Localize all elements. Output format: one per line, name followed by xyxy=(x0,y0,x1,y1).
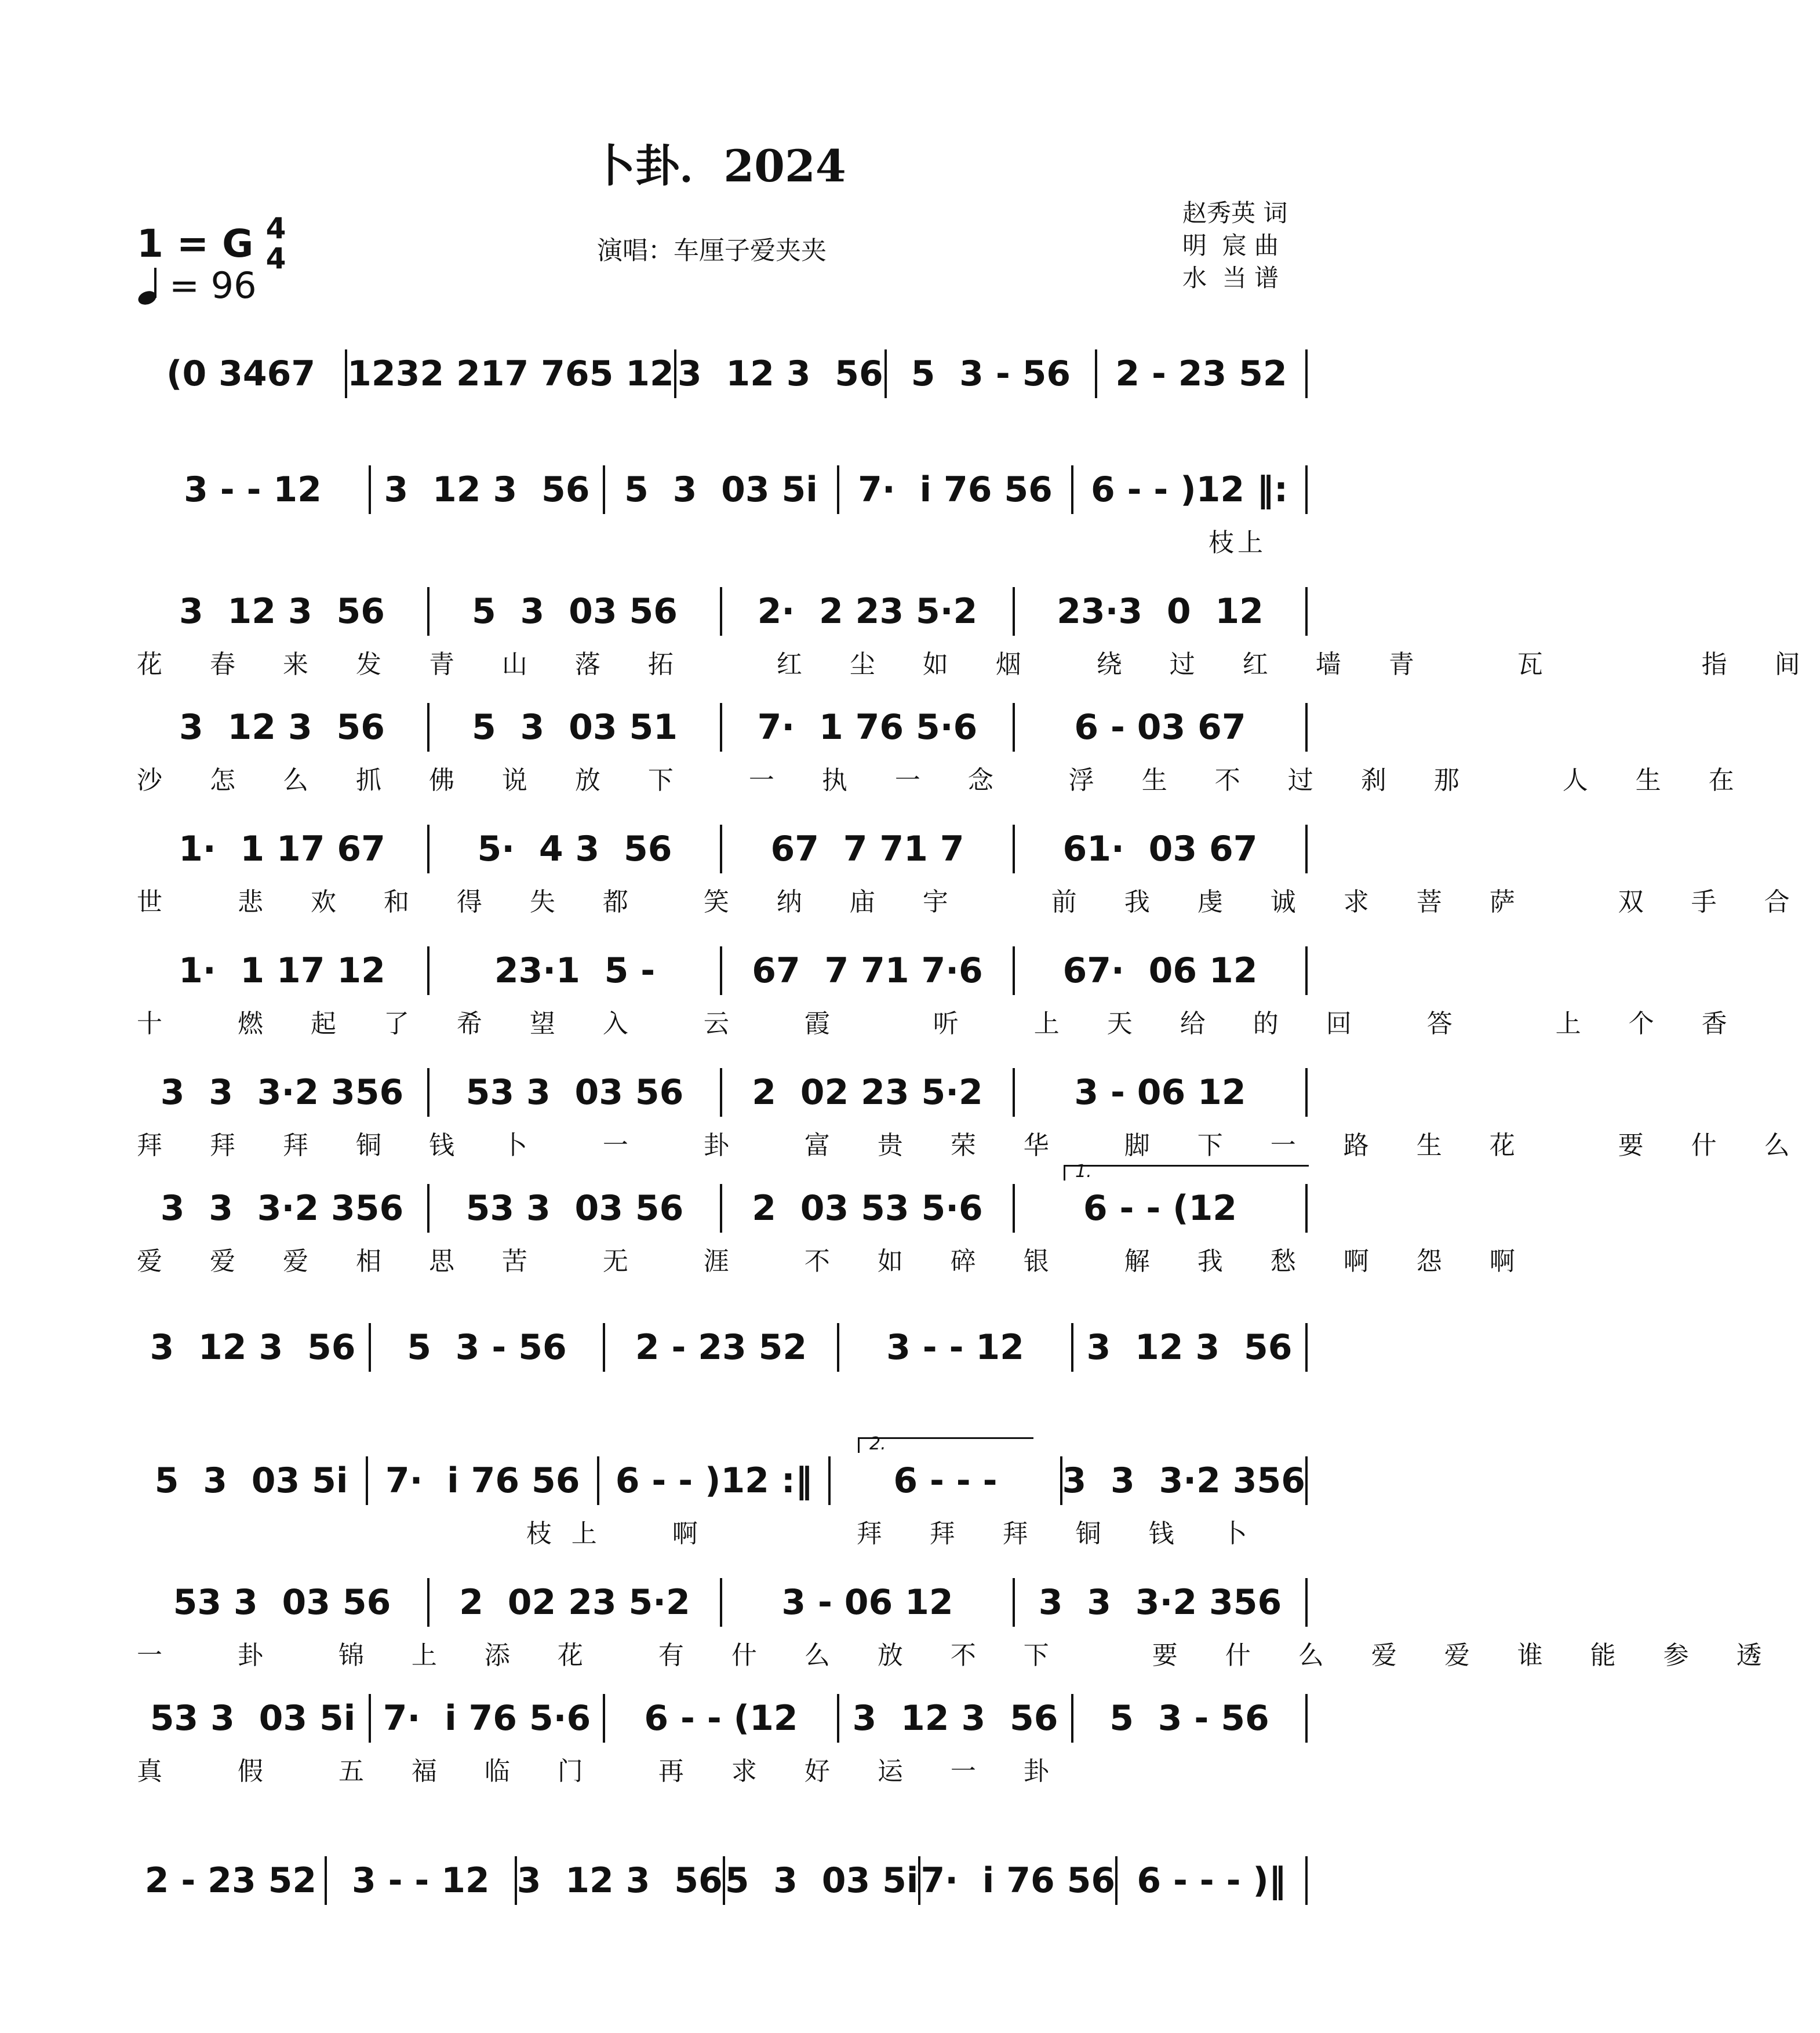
barline xyxy=(1305,349,1308,398)
measure: 3 3 3·2 356 xyxy=(160,1072,404,1113)
barline xyxy=(1305,1068,1308,1117)
measure: 67 7 71 7·6 xyxy=(752,950,983,991)
measure: 67 7 71 7 xyxy=(770,829,964,869)
staff-row xyxy=(137,1855,1308,1907)
ending-label: 2. xyxy=(869,1434,886,1454)
measure: 5· 4 3 56 xyxy=(477,829,672,869)
measure: 2· 2 23 5·2 xyxy=(757,591,978,632)
measure: 3 12 3 56 xyxy=(516,1860,723,1901)
measure: 7· 1 76 5·6 xyxy=(757,707,978,748)
barline xyxy=(1305,703,1308,752)
transcriber-credit: 水 当 谱 xyxy=(1182,264,1279,292)
measure: 3 3 3·2 356 xyxy=(1038,1582,1282,1623)
measure: 7· i 76 56 xyxy=(920,1860,1116,1901)
measure: 6 - 03 67 xyxy=(1074,707,1246,748)
staff-row xyxy=(137,1455,1308,1507)
measure-line xyxy=(137,1855,1308,1907)
staff-row xyxy=(137,701,1308,753)
meter-top: 4 xyxy=(265,212,286,245)
lyric-line: 世 悲 欢 和 得 失 都 笑 纳 庙 宇 前 我 虔 诚 求 菩 萨 双 手 合 xyxy=(137,887,1810,917)
barline xyxy=(1305,1694,1308,1743)
measure: 53 3 03 56 xyxy=(173,1582,391,1623)
ending-label: 1. xyxy=(1075,1161,1092,1182)
measure: 3 12 3 56 xyxy=(179,707,385,748)
tempo-value: = 96 xyxy=(169,264,257,307)
measure: 3 - - 12 xyxy=(184,469,322,510)
measure: 67· 06 12 xyxy=(1062,950,1258,991)
measure: 6 - - )12 ‖: xyxy=(1090,469,1288,510)
measure: 6 - - - )‖ xyxy=(1137,1860,1286,1901)
measure: 3 - 06 12 xyxy=(1074,1072,1246,1113)
measure-line xyxy=(137,464,1308,516)
measure: 3 - 06 12 xyxy=(781,1582,953,1623)
measure-line xyxy=(137,1455,1308,1507)
measure-line xyxy=(137,1066,1308,1118)
lyric-line: 拜 拜 拜 铜 钱 卜 一 卦 富 贵 荣 华 脚 下 一 路 生 花 要 什 么 xyxy=(137,1131,1810,1160)
measure-line xyxy=(137,1321,1308,1373)
composer-credit: 明 宸 曲 xyxy=(1182,231,1279,260)
measure: 6 - - (12 xyxy=(1083,1188,1237,1229)
barline xyxy=(1305,1184,1308,1233)
measure: 3 - - 12 xyxy=(351,1860,490,1901)
tempo-marking xyxy=(134,264,257,307)
measure: 23·1 5 - xyxy=(494,950,656,991)
barline xyxy=(1305,825,1308,873)
measure-line xyxy=(137,701,1308,753)
barline xyxy=(1305,465,1308,514)
barline xyxy=(1305,587,1308,636)
key-signature: 1 = G xyxy=(137,221,254,266)
measure: 53 3 03 56 xyxy=(465,1188,684,1229)
quarter-note-icon xyxy=(134,265,169,306)
measure: 53 3 03 5i xyxy=(150,1698,356,1739)
measure-line xyxy=(137,1182,1308,1234)
meter-bottom: 4 xyxy=(265,242,286,275)
measure-line xyxy=(137,945,1308,997)
measure: 3 3 3·2 356 xyxy=(160,1188,404,1229)
measure: 23·3 0 12 xyxy=(1057,591,1264,632)
staff-row xyxy=(137,464,1308,516)
lyric-line: 花 春 来 发 青 山 落 拓 红 尘 如 烟 绕 过 红 墙 青 瓦 指 间 xyxy=(137,650,1820,679)
measure-line xyxy=(137,823,1308,875)
measure: 3 3 3·2 356 xyxy=(1062,1460,1305,1501)
measure: 5 3 - 56 xyxy=(1109,1698,1269,1739)
measure: 5 3 03 51 xyxy=(472,707,678,748)
measure: 5 3 03 5i xyxy=(624,469,818,510)
measure: 7· i 76 56 xyxy=(385,1460,580,1501)
lyric-line: 枝上 啊 拜 拜 拜 铜 钱 卜 xyxy=(137,1519,1267,1549)
measure: (0 3467 xyxy=(166,354,316,394)
singer-credit: 演唱：车厘子爱夹夹 xyxy=(597,236,827,265)
measure: 7· i 76 5·6 xyxy=(383,1698,591,1739)
lyric-line: 一 卦 锦 上 添 花 有 什 么 放 不 下 要 什 么 爱 爱 谁 能 参 透 xyxy=(137,1641,1782,1670)
measure: 5 3 - 56 xyxy=(911,354,1071,394)
measure: 2 - 23 52 xyxy=(635,1327,807,1368)
staff-row xyxy=(137,945,1308,997)
measure: 6 - - - xyxy=(893,1460,998,1501)
measure: 3 12 3 56 xyxy=(150,1327,356,1368)
measure: 5 3 - 56 xyxy=(407,1327,567,1368)
measure: 3 - - 12 xyxy=(886,1327,1024,1368)
staff-row xyxy=(137,1692,1308,1744)
measure: 3 12 3 56 xyxy=(677,354,883,394)
ending-bracket xyxy=(1064,1165,1309,1181)
staff-row xyxy=(137,348,1308,400)
measure: 3 12 3 56 xyxy=(384,469,590,510)
staff-row xyxy=(137,1182,1308,1234)
measure: 2 - 23 52 xyxy=(1115,354,1287,394)
measure-line xyxy=(137,348,1308,400)
measure: 2 02 23 5·2 xyxy=(459,1582,690,1623)
measure: 5 3 03 5i xyxy=(154,1460,348,1501)
measure: 6 - - )12 :‖ xyxy=(615,1460,813,1501)
lyric-line: 十 燃 起 了 希 望 入 云 霞 听 上 天 给 的 回 答 上 个 香 xyxy=(137,1009,1747,1039)
lyric-line: 沙 怎 么 抓 佛 说 放 下 一 执 一 念 浮 生 不 过 刹 那 人 生 在 xyxy=(137,766,1754,795)
measure: 1· 1 17 67 xyxy=(179,829,385,869)
staff-row xyxy=(137,585,1308,637)
barline xyxy=(1305,946,1308,995)
measure: 1232 217 765 12 xyxy=(347,354,674,394)
measure: 61· 03 67 xyxy=(1062,829,1258,869)
barline xyxy=(1305,1578,1308,1627)
staff-row xyxy=(137,1321,1308,1373)
song-title: 卜卦．2024 xyxy=(591,140,846,192)
measure-line xyxy=(137,585,1308,637)
measure: 2 02 23 5·2 xyxy=(752,1072,983,1113)
measure: 3 12 3 56 xyxy=(1086,1327,1293,1368)
measure: 3 12 3 56 xyxy=(179,591,385,632)
staff-row xyxy=(137,823,1308,875)
credits xyxy=(1182,197,1287,294)
measure: 2 - 23 52 xyxy=(144,1860,317,1901)
measure: 3 12 3 56 xyxy=(852,1698,1058,1739)
measure-line xyxy=(137,1576,1308,1628)
measure: 6 - - (12 xyxy=(644,1698,798,1739)
measure-line xyxy=(137,1692,1308,1744)
measure: 7· i 76 56 xyxy=(858,469,1053,510)
barline xyxy=(1305,1456,1308,1505)
measure: 53 3 03 56 xyxy=(465,1072,684,1113)
staff-row xyxy=(137,1066,1308,1118)
barline xyxy=(1305,1856,1308,1905)
lyric-line: 枝上 xyxy=(1209,528,1266,558)
lyric-line: 爱 爱 爱 相 思 苦 无 涯 不 如 碎 银 解 我 愁 啊 怨 啊 xyxy=(137,1247,1535,1276)
measure: 1· 1 17 12 xyxy=(179,950,385,991)
measure: 5 3 03 5i xyxy=(725,1860,919,1901)
measure: 2 03 53 5·6 xyxy=(752,1188,983,1229)
staff-row xyxy=(137,1576,1308,1628)
lyric-line: 真 假 五 福 临 门 再 求 好 运 一 卦 xyxy=(137,1757,1069,1786)
barline xyxy=(1305,1323,1308,1372)
lyricist-credit: 赵秀英 词 xyxy=(1182,199,1288,227)
measure: 5 3 03 56 xyxy=(472,591,678,632)
time-signature xyxy=(259,213,293,274)
